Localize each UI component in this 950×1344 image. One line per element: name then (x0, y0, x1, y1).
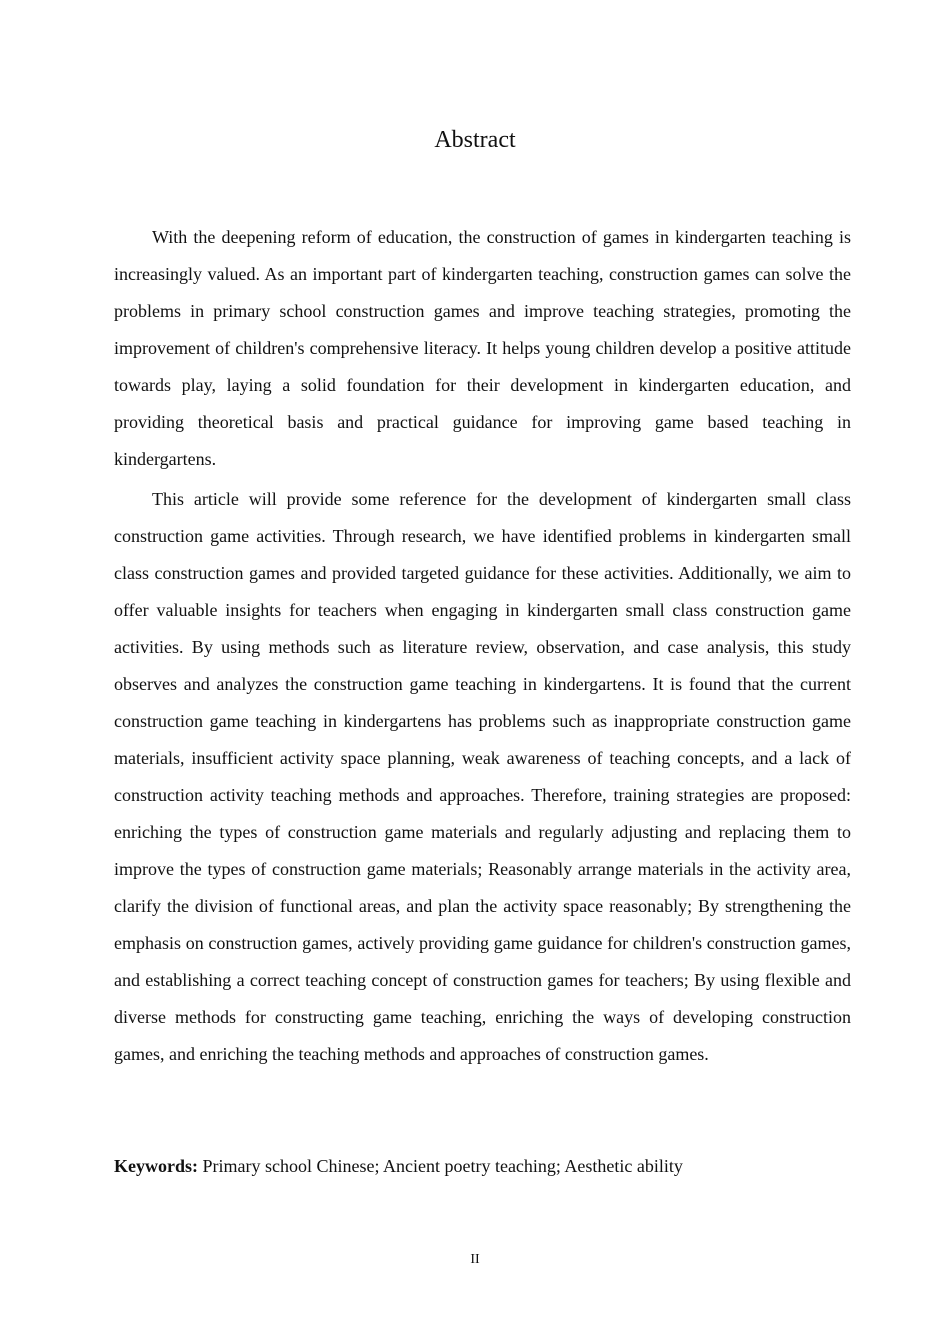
keywords-text: Primary school Chinese; Ancient poetry teaching; Aesthetic ability (198, 1156, 683, 1176)
keywords-label: Keywords: (114, 1156, 198, 1176)
page-number: II (470, 1252, 480, 1267)
abstract-paragraph-2: This article will provide some reference for the development of kindergarten small class construction game activities. Through research, we have identified problems in kindergarten small class construction games and provided targeted guidance for these activities. Additionally, we aim to offer valuable insights for teachers when engaging in kindergarten small class construction game activities. By using methods such as literature review, observation, and case analysis, this study observes and analyzes the construction game teaching in kindergartens. It is found that the current construction game teaching in kindergartens has problems such as inappropriate construction game materials, insufficient activity space planning, weak awareness of teaching concepts, and a lack of construction activity teaching methods and approaches. Therefore, training strategies are proposed: enriching the types of construction game materials and regularly adjusting and replacing them to improve the types of construction game materials; Reasonably arrange materials in the activity area, clarify the division of functional areas, and plan the activity space reasonably; By strengthening the emphasis on construction games, actively providing game guidance for children's construction games, and establishing a correct teaching concept of construction games for teachers; By using flexible and diverse methods for constructing game teaching, enriching the ways of developing construction games, and enriching the teaching methods and approaches of construction games. (114, 489, 851, 1064)
abstract-title: Abstract (434, 127, 516, 153)
abstract-body (114, 219, 851, 1073)
abstract-paragraph-1: With the deepening reform of education, the construction of games in kindergarten teaching is increasingly valued. As an important part of kindergarten teaching, construction games can solve the problems in primary school construction games and improve teaching strategies, promoting the improvement of children's comprehensive literacy. It helps young children develop a positive attitude towards play, laying a solid foundation for their development in kindergarten education, and providing theoretical basis and practical guidance for improving game based teaching in kindergartens. (114, 227, 851, 469)
keywords-line (114, 1150, 851, 1182)
